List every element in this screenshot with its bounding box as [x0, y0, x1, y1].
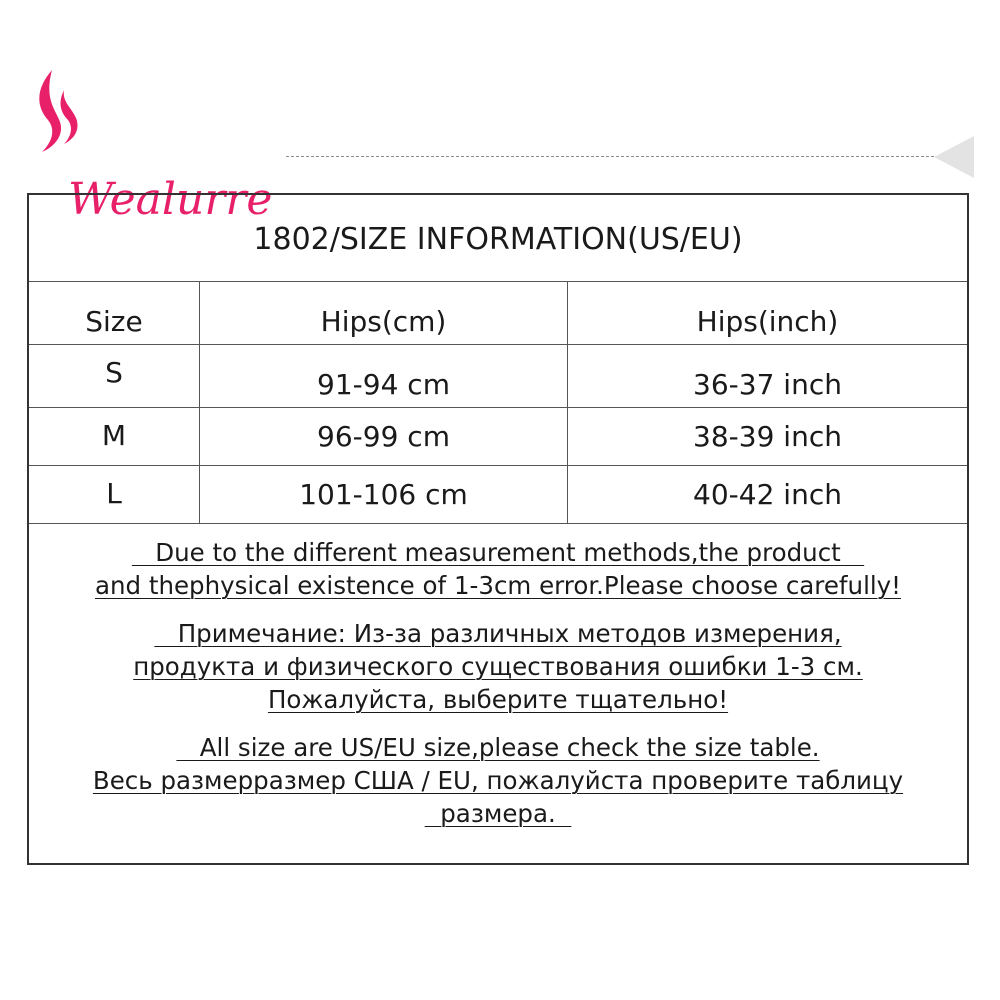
row-hips-cm: 96-99 cm: [199, 407, 567, 465]
size-table: [29, 281, 967, 523]
brand-logo: [30, 68, 273, 225]
size-info-panel: [27, 193, 969, 865]
row-size: S: [105, 356, 123, 389]
table-row: [29, 407, 967, 466]
table-header-row: [29, 281, 967, 345]
table-row: [29, 344, 967, 408]
note-line: Весь размерразмер США / EU, пожалуйста проверите таблицу: [92, 766, 904, 795]
flame-swirl-logo-icon: [30, 68, 90, 178]
note-line: продукта и физического существования ошибки 1-3 см.: [133, 652, 863, 681]
header-divider: [286, 156, 934, 157]
notes-section: [29, 523, 967, 845]
triangle-left-icon: [934, 136, 974, 178]
row-hips-cm: 91-94 cm: [199, 344, 567, 407]
note-line: and thephysical existence of 1-3cm error.Please choose carefully!: [94, 571, 902, 600]
note-line: размера.: [424, 799, 572, 828]
row-size: L: [106, 477, 122, 510]
row-hips-cm: 101-106 cm: [199, 465, 567, 523]
page-title: 1802/SIZE INFORMATION(US/EU): [29, 195, 967, 282]
brand-name: Wealurre: [68, 174, 273, 225]
row-size: M: [101, 419, 127, 452]
header-hips-inch: Hips(inch): [567, 281, 967, 344]
note-en-measurement: [29, 536, 967, 602]
note-line: All size are US/EU size,please check the size table.: [176, 733, 820, 762]
note-line: Due to the different measurement methods,the product: [131, 538, 865, 567]
header-size: Size: [85, 305, 143, 338]
row-hips-inch: 38-39 inch: [567, 407, 967, 465]
note-size-table: [29, 731, 967, 830]
row-hips-inch: 40-42 inch: [567, 465, 967, 523]
table-row: [29, 465, 967, 524]
note-ru-measurement: [29, 617, 967, 716]
note-line: Пожалуйста, выберите тщательно!: [267, 685, 729, 714]
row-hips-inch: 36-37 inch: [567, 344, 967, 407]
note-line: Примечание: Из-за различных методов измерения,: [154, 619, 842, 648]
header-hips-cm: Hips(cm): [199, 281, 567, 344]
